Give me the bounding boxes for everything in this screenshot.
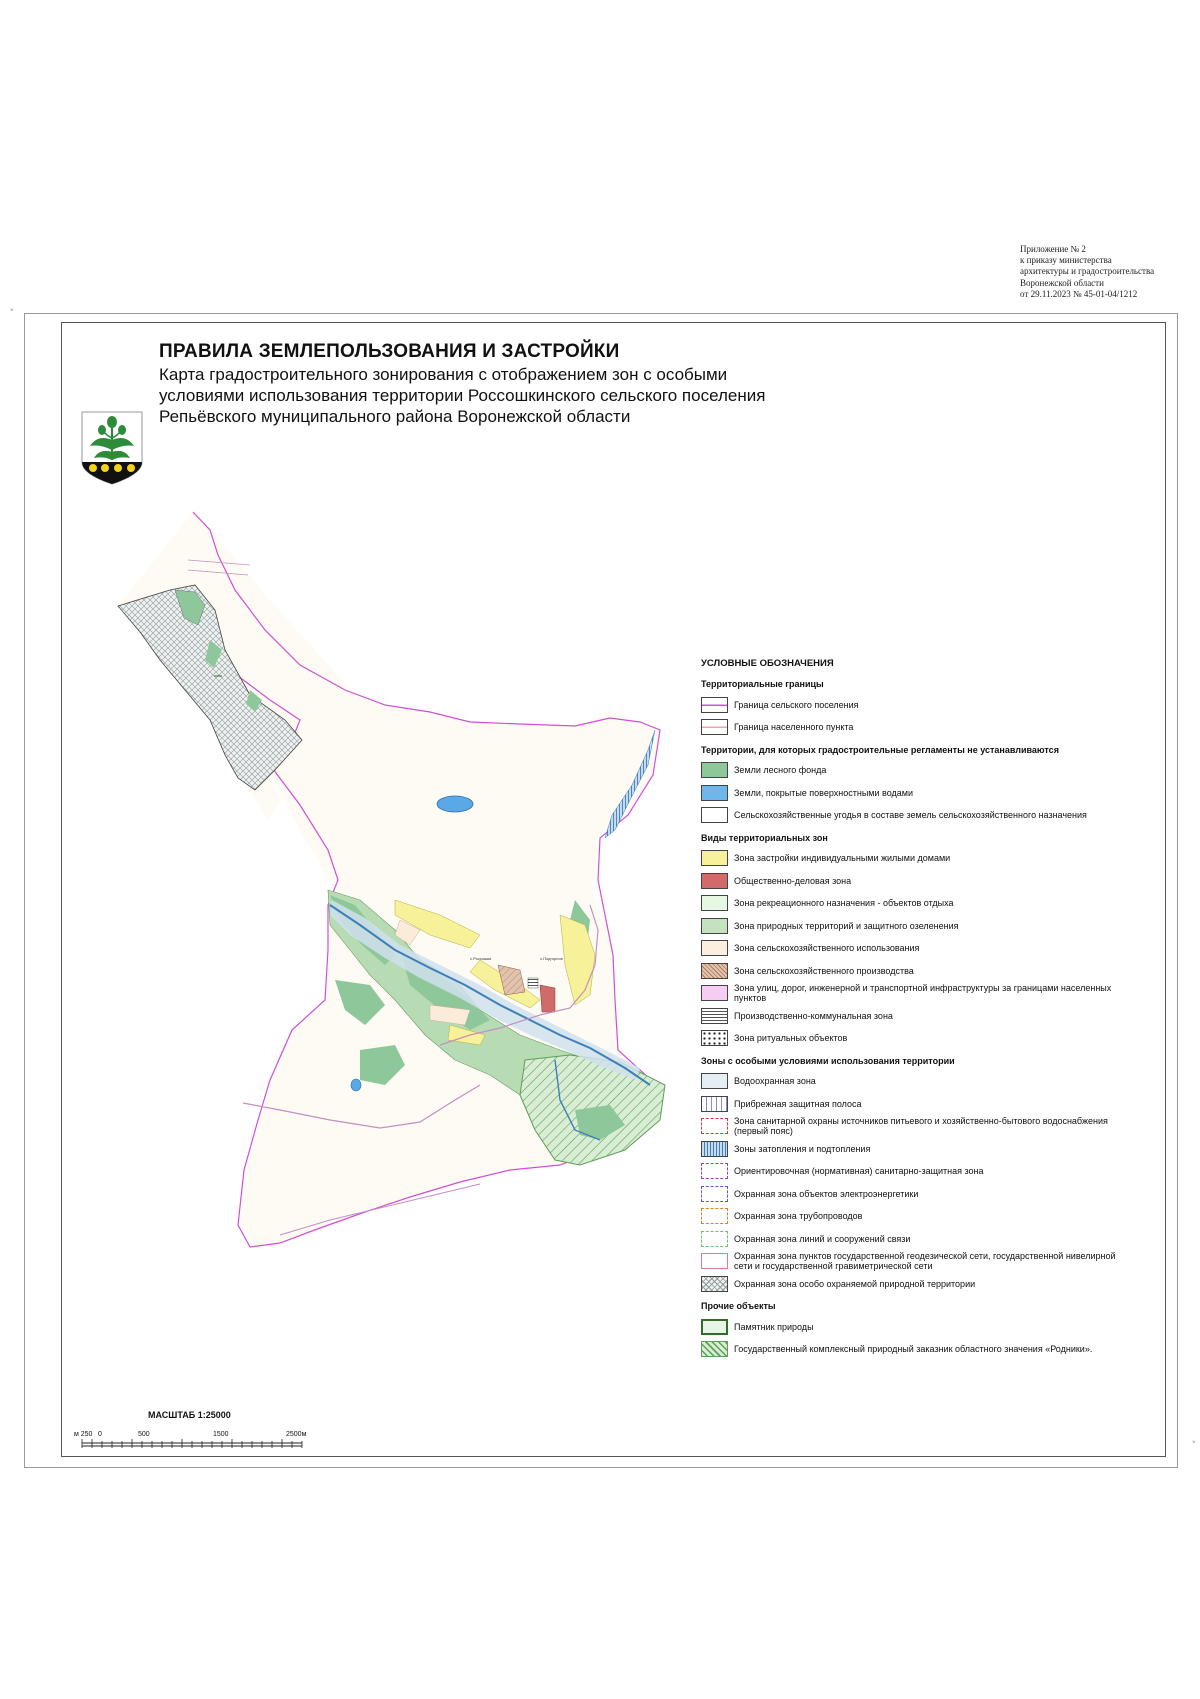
legend-swatch: [701, 1231, 728, 1247]
legend-label: Общественно-деловая зона: [734, 875, 852, 886]
corner-mark: ×: [1192, 1440, 1196, 1446]
legend-swatch: [701, 719, 728, 735]
legend-item: [701, 1316, 1161, 1339]
annex-line: Воронежской области: [1020, 277, 1104, 288]
legend-section-heading: Территориальные границы: [701, 679, 824, 689]
legend-swatch: [701, 1186, 728, 1202]
legend-item: [701, 1205, 1161, 1228]
page-title: ПРАВИЛА ЗЕМЛЕПОЛЬЗОВАНИЯ И ЗАСТРОЙКИ: [159, 341, 620, 362]
legend-swatch: [701, 895, 728, 911]
legend-swatch: [701, 1096, 728, 1112]
legend-label: Производственно-коммунальная зона: [734, 1010, 893, 1021]
legend-label: Зоны затопления и подтопления: [734, 1143, 871, 1154]
scale-label: 2500м: [286, 1431, 307, 1438]
legend-swatch: [701, 1030, 728, 1046]
legend-item: [701, 982, 1161, 1005]
legend-item: [701, 694, 1161, 717]
page-subtitle-line: условиями использования территории Россошкинского сельского поселения: [159, 386, 766, 405]
legend-item: [701, 847, 1161, 870]
legend-swatch: [701, 940, 728, 956]
legend-label: Граница населенного пункта: [734, 722, 854, 732]
legend-swatch: [701, 850, 728, 866]
legend-label: Зона природных территорий и защитного озеленения: [734, 920, 959, 931]
legend-swatch: [701, 1276, 728, 1292]
legend-item: [701, 937, 1161, 960]
legend-swatch: [701, 1008, 728, 1024]
legend-item: [701, 960, 1161, 983]
legend-label: Охранная зона трубопроводов: [734, 1211, 863, 1221]
legend-label: Прибрежная защитная полоса: [734, 1098, 862, 1109]
legend-item: [701, 1093, 1161, 1116]
legend-swatch: [701, 697, 728, 713]
legend-item: [701, 782, 1161, 805]
public-business: [540, 985, 555, 1012]
scale-label: 0: [98, 1431, 102, 1438]
legend-item: [701, 1250, 1161, 1273]
legend-swatch: [701, 762, 728, 778]
corner-mark: ×: [10, 308, 14, 314]
legend-swatch: [701, 807, 728, 823]
scale-label: м 250: [74, 1431, 93, 1438]
legend-item: [701, 804, 1161, 827]
legend-label: Зона сельскохозяйственного использования: [734, 943, 920, 953]
legend-label: Граница сельского поселения: [734, 699, 859, 710]
legend-swatch: [701, 918, 728, 934]
legend-swatch: [701, 1073, 728, 1089]
legend-item: [701, 1183, 1161, 1206]
legend-label: Охранная зона особо охраняемой природной территории: [734, 1278, 976, 1289]
legend-item: [701, 1228, 1161, 1251]
production-communal: [528, 978, 538, 988]
legend-item: [701, 1070, 1161, 1093]
legend-section-heading: Виды территориальных зон: [701, 832, 828, 843]
page-subtitle-line: Карта градостроительного зонирования с отображением зон с особыми: [159, 365, 728, 384]
legend-item: [701, 716, 1161, 739]
legend-item: [701, 870, 1161, 893]
legend-item: [701, 915, 1161, 938]
page-subtitle-line: Репьёвского муниципального района Воронежской области: [159, 407, 631, 426]
legend-label: Охранная зона пунктов государственной геодезической сети, государственной нивелирной сети и государственной гравиметрической сети: [734, 1250, 1116, 1272]
legend-label: Зона санитарной охраны источников питьевого и хозяйственно-бытового водоснабжения (первый пояс): [734, 1115, 1108, 1137]
lake-south: [351, 1079, 361, 1091]
legend-label: Охранная зона линий и сооружений связи: [734, 1233, 911, 1244]
legend-swatch: [701, 1341, 728, 1357]
legend-label: Водоохранная зона: [734, 1076, 816, 1086]
legend-item: [701, 759, 1161, 782]
legend-label: Зона ритуальных объектов: [734, 1033, 848, 1043]
legend: [701, 658, 1161, 1361]
legend-label: Зона улиц, дорог, инженерной и транспортной инфраструктуры за границами населенных пунктов: [734, 982, 1112, 1004]
legend-item: [701, 1027, 1161, 1050]
lake-north: [437, 796, 473, 812]
annex-line: к приказу министерства: [1020, 255, 1112, 266]
legend-section-heading: Прочие объекты: [701, 1301, 776, 1311]
legend-section-heading: Территории, для которых градостроительные регламенты не устанавливаются: [701, 744, 1059, 755]
legend-label: Охранная зона объектов электроэнергетики: [734, 1188, 919, 1199]
legend-item: [701, 892, 1161, 915]
legend-swatch: [701, 1141, 728, 1157]
legend-label: Земли лесного фонда: [734, 765, 827, 775]
scale-label: 500: [138, 1431, 150, 1438]
legend-swatch: [701, 785, 728, 801]
village-label: х.Подгорное: [540, 956, 563, 961]
legend-swatch: [701, 1118, 728, 1134]
legend-label: Земли, покрытые поверхностными водами: [734, 787, 913, 798]
legend-section-heading: Зоны с особыми условиями использования территории: [701, 1055, 955, 1066]
annex-line: архитектуры и градостроительства: [1020, 266, 1155, 277]
legend-swatch: [701, 963, 728, 979]
legend-item: [701, 1273, 1161, 1296]
annex-line: Приложение № 2: [1020, 244, 1086, 254]
legend-item: [701, 1338, 1161, 1361]
legend-label: Памятник природы: [734, 1321, 814, 1332]
legend-swatch: [701, 985, 728, 1001]
annex-line: от 29.11.2023 № 45-01-04/1212: [1020, 288, 1138, 299]
legend-item: [701, 1138, 1161, 1161]
legend-item: [701, 1005, 1161, 1028]
legend-label: Зона застройки индивидуальными жилыми домами: [734, 853, 951, 863]
legend-label: Зона сельскохозяйственного производства: [734, 965, 914, 976]
legend-label: Ориентировочная (нормативная) санитарно-защитная зона: [734, 1166, 984, 1176]
legend-swatch: [701, 1208, 728, 1224]
legend-swatch: [701, 1253, 728, 1269]
legend-swatch: [701, 873, 728, 889]
legend-swatch: [701, 1319, 728, 1335]
legend-item: [701, 1115, 1161, 1138]
legend-label: Государственный комплексный природный заказник областного значения «Родники».: [734, 1344, 1093, 1354]
scale-block: [66, 1410, 326, 1450]
scale-label: 1500: [213, 1431, 229, 1438]
legend-title: УСЛОВНЫЕ ОБОЗНАЧЕНИЯ: [701, 658, 834, 669]
village-label: с.Россошки: [470, 956, 492, 961]
scale-title: МАСШТАБ 1:25000: [148, 1410, 231, 1420]
legend-label: Сельскохозяйственные угодья в составе земель сельскохозяйственного назначения: [734, 810, 1087, 820]
legend-label: Зона рекреационного назначения - объектов отдыха: [734, 898, 954, 908]
legend-item: [701, 1160, 1161, 1183]
legend-swatch: [701, 1163, 728, 1179]
